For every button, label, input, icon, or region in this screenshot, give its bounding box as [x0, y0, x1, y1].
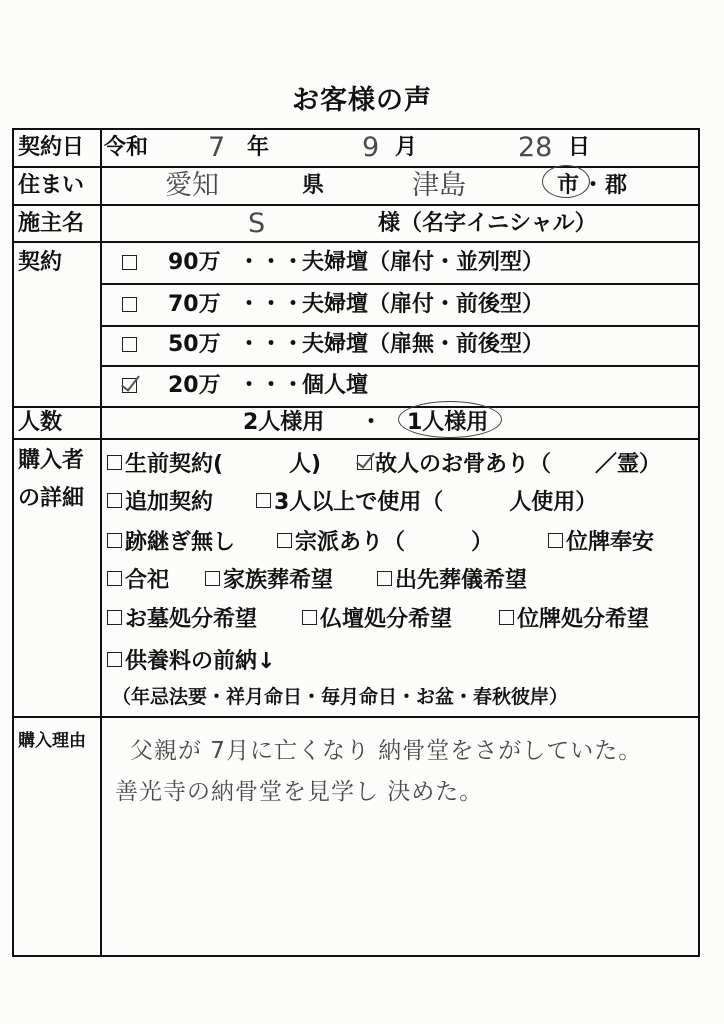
contract-label: 契約	[18, 250, 63, 275]
unit-separator: ・	[582, 173, 605, 198]
prefecture-value[interactable]: 愛知	[165, 170, 219, 201]
option-checkbox[interactable]	[357, 455, 372, 470]
purchase-reason-label: 購入理由	[18, 731, 86, 751]
row-headcount	[14, 408, 698, 440]
contract-option-row	[102, 365, 698, 406]
option-label: 位牌奉安	[566, 529, 655, 555]
option-memorial-tablet-enshrine[interactable]	[548, 522, 654, 558]
contract-option-price: 50万	[168, 332, 221, 357]
option-memorial-fee-prepay[interactable]	[107, 641, 275, 677]
city-unit[interactable]: 市	[557, 173, 580, 198]
option-checkbox[interactable]	[205, 571, 220, 586]
option-checkbox[interactable]	[107, 571, 122, 586]
option-label: 合祀	[125, 567, 170, 593]
option-label: 供養料の前納↓	[125, 648, 276, 674]
option-grave-disposal[interactable]	[107, 599, 257, 635]
contract-option-checkbox[interactable]	[122, 337, 137, 352]
contract-date-label: 契約日	[18, 135, 85, 160]
customer-voice-form	[12, 128, 700, 957]
contract-option-type: 夫婦壇（扉付・並列型）	[302, 250, 545, 275]
year-unit: 年	[247, 135, 270, 160]
option-checkbox[interactable]	[548, 533, 563, 548]
check-mark-icon	[356, 448, 375, 469]
month-unit: 月	[395, 135, 418, 160]
row-address	[14, 168, 698, 206]
contract-option-dots: ・・・	[238, 373, 305, 398]
contract-option-type: 個人壇	[302, 373, 369, 398]
option-offsite-funeral[interactable]	[377, 560, 527, 596]
option-label: お墓処分希望	[125, 606, 258, 632]
contract-option-checkbox[interactable]	[122, 378, 137, 393]
option-checkbox[interactable]	[277, 533, 292, 548]
option-remains-present[interactable]	[357, 444, 661, 480]
option-label: 家族葬希望	[223, 567, 334, 593]
option-label: 跡継ぎ無し	[125, 529, 236, 555]
option-checkbox[interactable]	[107, 455, 122, 470]
option-family-funeral[interactable]	[205, 560, 333, 596]
contract-option-dots: ・・・	[238, 332, 305, 357]
address-label: 住まい	[18, 173, 85, 198]
contract-option-type: 夫婦壇（扉無・前後型）	[302, 332, 545, 357]
memorial-fee-note: （年忌法要・祥月命日・毎月命日・お盆・春秋彼岸）	[112, 686, 569, 708]
option-label: 故人のお骨あり（ ／霊）	[375, 451, 662, 477]
headcount-label: 人数	[18, 410, 63, 435]
option-checkbox[interactable]	[302, 610, 317, 625]
prefecture-unit: 県	[302, 173, 325, 198]
option-checkbox[interactable]	[499, 610, 514, 625]
option-no-successor[interactable]	[107, 522, 235, 558]
option-checkbox[interactable]	[107, 652, 122, 667]
row-purchase-reason	[14, 718, 698, 955]
headcount-option-two[interactable]: 2人様用	[243, 410, 325, 435]
owner-suffix: 様（名字イニシャル）	[378, 211, 597, 236]
city-value[interactable]: 津島	[412, 170, 466, 201]
contract-option-row	[102, 285, 698, 327]
reason-handwritten-line: 善光寺の納骨堂を見学し 決めた。	[115, 779, 484, 805]
contract-option-dots: ・・・	[238, 292, 305, 317]
row-contract-date	[14, 130, 698, 168]
purchase-reason-field[interactable]	[102, 718, 698, 955]
era-label: 令和	[104, 135, 149, 160]
option-checkbox[interactable]	[256, 493, 271, 508]
option-joint-burial[interactable]	[107, 560, 169, 596]
option-label: 位牌処分希望	[517, 606, 650, 632]
month-value[interactable]: 9	[362, 132, 380, 163]
owner-initial-value[interactable]: S	[248, 208, 266, 239]
check-mark-icon	[121, 371, 140, 392]
row-contract	[14, 243, 698, 408]
purchaser-details-label-line2: の詳細	[18, 486, 85, 511]
option-checkbox[interactable]	[377, 571, 392, 586]
contract-option-checkbox[interactable]	[122, 297, 137, 312]
year-value[interactable]: 7	[208, 132, 226, 163]
headcount-option-one[interactable]: 1人様用	[407, 410, 489, 435]
option-label: 出先葬儀希望	[395, 567, 528, 593]
contract-option-row	[102, 325, 698, 367]
contract-option-price: 20万	[168, 373, 221, 398]
purchaser-details-label-line1: 購入者	[18, 448, 85, 473]
day-value[interactable]: 28	[518, 132, 553, 163]
option-checkbox[interactable]	[107, 533, 122, 548]
row-owner-name	[14, 206, 698, 243]
page-title: お客様の声	[292, 85, 432, 116]
option-religious-sect[interactable]	[277, 522, 493, 558]
headcount-separator: ・	[360, 410, 383, 435]
option-pre-need-contract[interactable]	[107, 444, 321, 480]
option-memorial-tablet-disposal[interactable]	[499, 599, 649, 635]
option-checkbox[interactable]	[107, 493, 122, 508]
option-label: 宗派あり（ ）	[295, 529, 494, 555]
reason-handwritten-line: 父親が 7月に亡くなり 納骨堂をさがしていた。	[130, 738, 643, 764]
contract-option-checkbox[interactable]	[122, 255, 137, 270]
option-three-plus-users[interactable]	[256, 482, 597, 518]
option-butsudan-disposal[interactable]	[302, 599, 452, 635]
label-column-divider	[100, 130, 102, 955]
row-purchaser-details	[14, 440, 698, 718]
option-checkbox[interactable]	[107, 610, 122, 625]
option-label: 生前契約( 人)	[125, 451, 322, 477]
option-additional-contract[interactable]	[107, 482, 213, 518]
day-unit: 日	[568, 135, 591, 160]
contract-option-dots: ・・・	[238, 250, 305, 275]
contract-option-price: 90万	[168, 250, 221, 275]
option-label: 仏壇処分希望	[320, 606, 453, 632]
owner-name-label: 施主名	[18, 211, 85, 236]
contract-option-price: 70万	[168, 292, 221, 317]
option-label: 追加契約	[125, 489, 214, 515]
contract-option-row	[102, 243, 698, 285]
option-label: 3人以上で使用（ 人使用）	[274, 489, 598, 515]
county-unit[interactable]: 郡	[605, 173, 628, 198]
contract-option-type: 夫婦壇（扉付・前後型）	[302, 292, 545, 317]
